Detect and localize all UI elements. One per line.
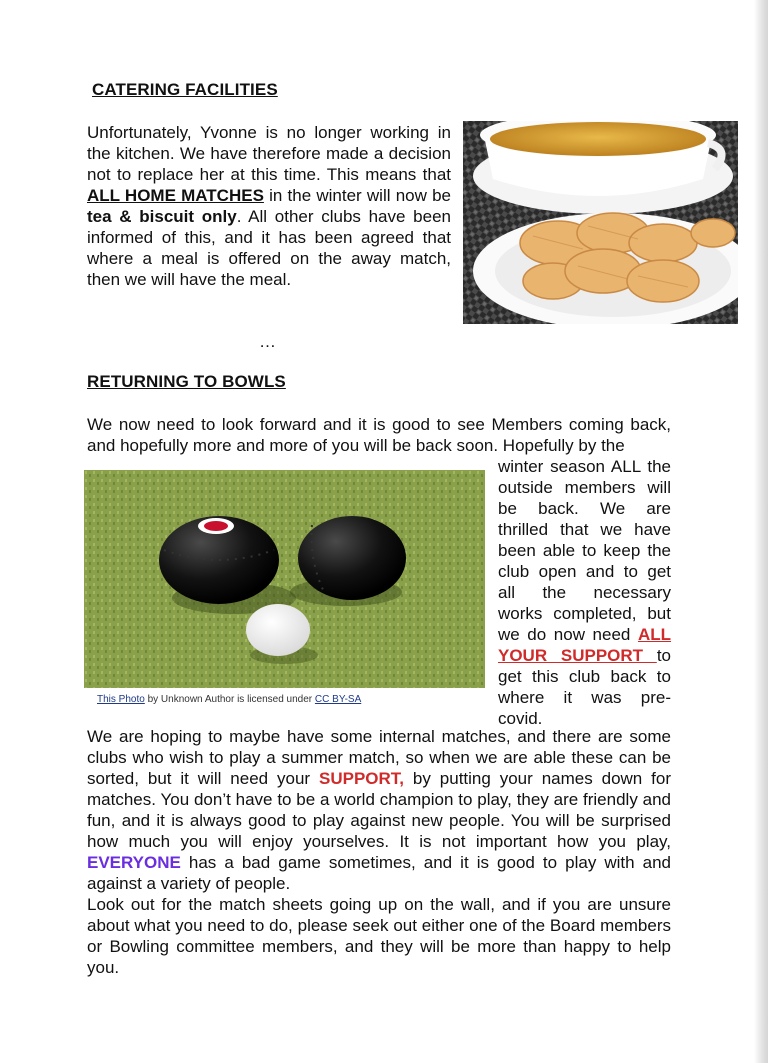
lookout-paragraph: Look out for the match sheets going up on the wall, and if you are unsure about what you need to do, please seek out either one of the Board members or Bowling committee members, and they will be more than happy to help you. [87, 895, 671, 977]
catering-heading: CATERING FACILITIES [92, 80, 278, 99]
internal-text-2: by putting your names down for matches. You don’t have to be a world champion to play, they are friendly and fun, and it is always good to play against new people. You will be surprised how much you will enjoy yourselves. It is not important how you play, [87, 769, 671, 851]
page-edge-shadow [754, 0, 768, 1063]
internal-text-3: has a bad game sometimes, and it is good to play with and against a variety of people. [87, 853, 671, 893]
side-text-2: to get this club back to where it was pre-covid. [498, 646, 671, 728]
license-link[interactable]: CC BY-SA [314, 694, 362, 705]
everyone-emphasis: EVERYONE [87, 853, 181, 872]
catering-paragraph [87, 122, 451, 290]
internal-matches-paragraph [87, 726, 671, 894]
returning-heading: RETURNING TO BOWLS [87, 372, 286, 391]
section-separator: … [259, 332, 276, 351]
catering-text-2: in the winter will now be [263, 186, 451, 205]
caption-text: by Unknown Author is licensed under [144, 694, 315, 705]
tea-and-biscuits-photo [463, 121, 738, 324]
returning-intro: We now need to look forward and it is good to see Members coming back, and hopefully more and more of you will be back soon. Hopefully by the [87, 415, 671, 455]
side-text-1: winter season ALL the outside members will be back. We are thrilled that we have been able to keep the club open and to get all the necessary works completed, but we do now need [498, 457, 671, 644]
internal-text-1: We are hoping to maybe have some internal matches, and there are some clubs who wish to play a summer match, so when we are able these can be sorted, but it will need your [87, 727, 671, 788]
lawn-bowls-photo [84, 470, 485, 688]
photo-credit [97, 694, 361, 705]
all-your-support-emphasis: ALL YOUR SUPPORT [498, 625, 671, 665]
tea-biscuit-emphasis: tea & biscuit only [87, 207, 237, 226]
returning-side-paragraph [498, 456, 671, 729]
home-matches-emphasis: ALL HOME MATCHES [87, 186, 264, 205]
catering-text-1: Unfortunately, Yvonne is no longer working in the kitchen. We have therefore made a decision not to replace her at this time. This means that [87, 123, 451, 184]
catering-text-3: . All other clubs have been informed of this, and it has been agreed that where a meal is offered on the away match, then we will have the meal. [87, 207, 451, 289]
photo-link[interactable]: This Photo [97, 694, 145, 705]
support-emphasis: SUPPORT, [319, 769, 405, 788]
